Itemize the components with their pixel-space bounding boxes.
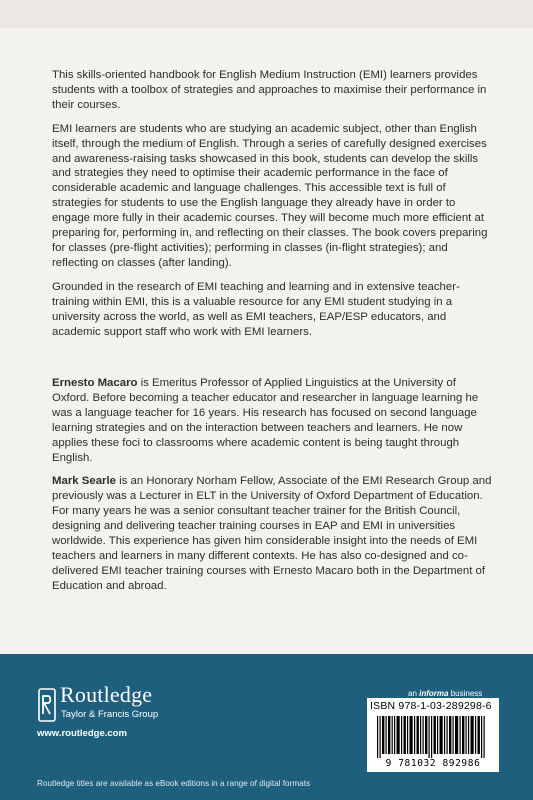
author-bios: [52, 376, 496, 603]
author-bio-text-1: is Emeritus Professor of Applied Linguistics at the University of Oxford. Before becoming a teacher educator and researcher in language learning he was a language teacher for 16 years. His research has focused on second language learning strategies and on the interaction between teachers and learners. He now applies these foci to classrooms where academic content is being taught through English.: [52, 377, 479, 464]
routledge-logo-icon: [38, 688, 56, 722]
description-paragraph-2: EMI learners are students who are studying an academic subject, other than English itself, through the medium of English. Through a series of carefully designed exercises and awareness-raising tasks showcased in this book, students can develop the skills and strategies they need to optimise their academic performance in the face of considerable academic and language challenges. This accessible text is full of strategies for students to use the English language they already have in order to engage more fully in their academic courses. They will become much more efficient at preparing for, performing in, and reflecting on their classes. The book covers preparing for classes (pre-flight activities); performing in classes (in-flight strategies); and reflecting on classes (after landing).: [52, 122, 488, 269]
top-band: [0, 0, 533, 28]
informa-suffix: business: [448, 689, 483, 698]
author-name-1: Ernesto Macaro: [52, 377, 138, 389]
author-bio-2: [52, 474, 496, 593]
isbn-label: ISBN 978-1-03-289298-6: [370, 700, 492, 712]
publisher-group: Taylor & Francis Group: [61, 709, 159, 720]
publisher-url[interactable]: www.routledge.com: [37, 728, 127, 739]
barcode-icon: [373, 716, 493, 758]
description-paragraph-3: Grounded in the research of EMI teaching and learning and in extensive teacher-training within EMI, this is a valuable resource for any EMI student studying in a university across the world, as well as EMI teachers, EAP/ESP educators, and academic support staff who work with EMI learners.: [52, 280, 460, 338]
author-bio-1: [52, 376, 496, 465]
informa-brand: informa: [419, 689, 449, 698]
publisher-footer: [0, 654, 533, 800]
author-bio-text-2: is an Honorary Norham Fellow, Associate of the EMI Research Group and previously was a Lecturer in ELT in the University of Oxford Department of Education. For many years he was a senior consultant teacher trainer for the British Council, designing and delivering teacher training courses in EAP and EMI in universities worldwide. This experience has given him considerable insight into the needs of EMI teachers and learners in many different contexts. He has also co-designed and co-delivered EMI teacher training courses with Ernesto Macaro both in the Department of Education and abroad.: [52, 475, 492, 592]
barcode-digits: 9 781032 892986: [385, 758, 481, 769]
description-paragraph-1: This skills-oriented handbook for English Medium Instruction (EMI) learners provides students with a toolbox of strategies and approaches to maximise their performance in their courses.: [52, 69, 487, 111]
publisher-name: Routledge: [60, 682, 153, 707]
ebook-availability-note: Routledge titles are available as eBook editions in a range of digital formats: [37, 779, 311, 788]
informa-prefix: an: [408, 689, 420, 698]
author-name-2: Mark Searle: [52, 475, 116, 488]
book-description: [52, 68, 496, 348]
isbn-barcode-box: [367, 698, 499, 772]
informa-business-note: [408, 689, 482, 698]
